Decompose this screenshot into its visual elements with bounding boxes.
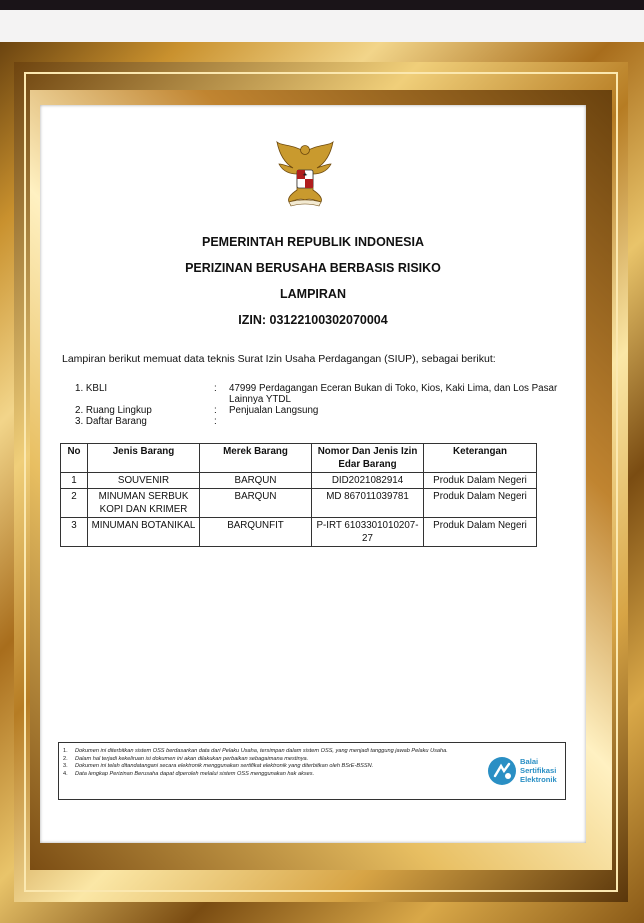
table-header-row bbox=[61, 444, 537, 473]
top-margin bbox=[0, 10, 644, 42]
cell-jenis: SOUVENIR bbox=[88, 473, 200, 489]
cell-keterangan: Produk Dalam Negeri bbox=[424, 473, 537, 489]
footer-notes-box bbox=[58, 742, 566, 800]
detail-colon: : bbox=[214, 383, 217, 394]
cell-jenis: MINUMAN SERBUK KOPI DAN KRIMER bbox=[88, 489, 200, 518]
cell-no: 2 bbox=[61, 489, 88, 518]
detail-label-kbli: 1. KBLI bbox=[75, 383, 108, 394]
col-header-no: No bbox=[61, 444, 88, 473]
intro-text: Lampiran berikut memuat data teknis Surat Izin Usaha Perdagangan (SIUP), sebagai berikut: bbox=[62, 353, 496, 365]
bsre-logo-text: Balai Sertifikasi Elektronik bbox=[520, 757, 557, 784]
cell-nomor: MD 867011039781 bbox=[312, 489, 424, 518]
cell-keterangan: Produk Dalam Negeri bbox=[424, 489, 537, 518]
top-strip bbox=[0, 0, 644, 10]
col-header-nomor: Nomor Dan Jenis Izin Edar Barang bbox=[312, 444, 424, 473]
header-government: PEMERINTAH REPUBLIK INDONESIA bbox=[201, 235, 424, 249]
detail-value-ruang-lingkup: Penjualan Langsung bbox=[229, 405, 319, 416]
col-header-merek: Merek Barang bbox=[200, 444, 312, 473]
footer-notes bbox=[63, 748, 483, 778]
detail-label-ruang-lingkup: 2. Ruang Lingkup bbox=[75, 405, 152, 416]
footer-note: 1. Dokumen ini diterbitkan sistem OSS berdasarkan data dari Pelaku Usaha, tersimpan dalam sistem OSS, yang menjadi tanggung jawab Pelaku Usaha. bbox=[63, 748, 448, 754]
col-header-keterangan: Keterangan bbox=[424, 444, 537, 473]
header-perizinan: PERIZINAN BERUSAHA BERBASIS RISIKO bbox=[185, 261, 441, 275]
table-row bbox=[61, 518, 537, 547]
detail-label-daftar-barang: 3. Daftar Barang bbox=[75, 416, 147, 427]
garuda-emblem-icon bbox=[273, 140, 337, 208]
cell-nomor: P-IRT 6103301010207-27 bbox=[312, 518, 424, 547]
table-row bbox=[61, 473, 537, 489]
detail-colon: : bbox=[214, 405, 217, 416]
cell-nomor: DID2021082914 bbox=[312, 473, 424, 489]
daftar-barang-table bbox=[60, 443, 537, 547]
bsre-logo-icon bbox=[487, 756, 517, 786]
cell-merek: BARQUN bbox=[200, 489, 312, 518]
footer-note: 4. Data lengkap Perizinan Berusaha dapat diperoleh melalui sistem OSS menggunakan hak akses. bbox=[63, 770, 315, 777]
detail-value-kbli: 47999 Perdagangan Eceran Bukan di Toko, Kios, Kaki Lima, dan Los Pasar Lainnya YTDL bbox=[229, 383, 558, 405]
cell-jenis: MINUMAN BOTANIKAL bbox=[88, 518, 200, 547]
cell-keterangan: Produk Dalam Negeri bbox=[424, 518, 537, 547]
table-row bbox=[61, 489, 537, 518]
detail-colon: : bbox=[214, 416, 217, 427]
cell-no: 3 bbox=[61, 518, 88, 547]
header-lampiran: LAMPIRAN bbox=[280, 287, 346, 301]
footer-note: 3. Dokumen ini telah ditandatangani secara elektronik menggunakan sertifikat elektronik yang diterbitkan oleh BSrE-BSSN. bbox=[63, 763, 374, 770]
col-header-jenis: Jenis Barang bbox=[88, 444, 200, 473]
cell-merek: BARQUN bbox=[200, 473, 312, 489]
izin-number: IZIN: 03122100302070004 bbox=[238, 313, 388, 327]
cell-merek: BARQUNFIT bbox=[200, 518, 312, 547]
footer-note: 2. Dalam hal terjadi kekeliruan isi dokumen ini akan dilakukan perbaikan sebagaimana mestinya. bbox=[63, 755, 309, 762]
cell-no: 1 bbox=[61, 473, 88, 489]
